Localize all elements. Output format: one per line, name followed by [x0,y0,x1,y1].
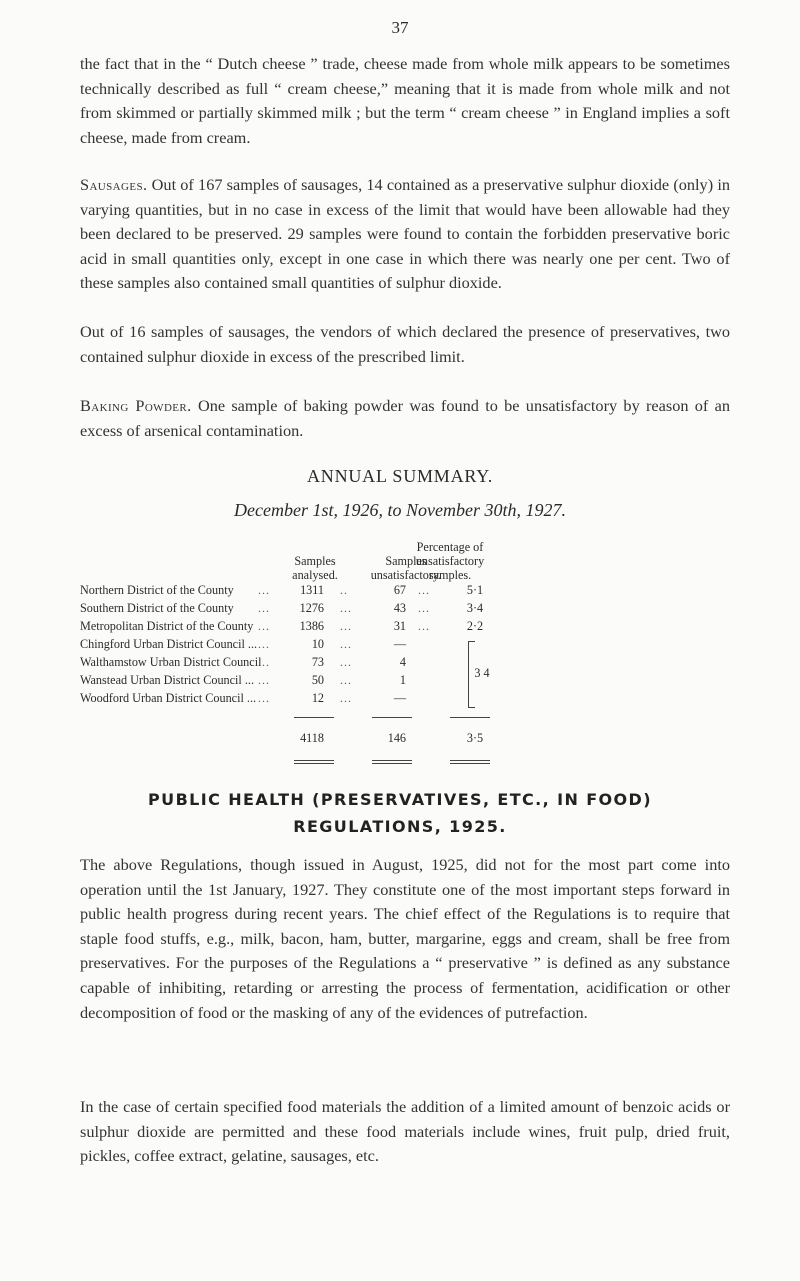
summary-period: December 1st, 1926, to November 30th, 1927. [234,500,566,520]
total-percentage: 3·5 [466,731,484,745]
leader-dots: ... [418,583,430,597]
total-rule-top [372,717,412,718]
leader-dots: ... [258,601,270,615]
leader-dots: ... [340,691,352,705]
total-rule-bottom [372,760,412,761]
leader-dots: ... [340,637,352,651]
header-analysed [270,554,360,582]
row-percentage: 5·1 [466,583,484,597]
regulations-heading-line2: REGULATIONS, 1925. [293,817,507,836]
row-district: Southern District of the County [80,601,234,615]
leader-dots: ... [258,583,270,597]
leader-dots: ... [340,655,352,669]
regulations-heading-line1: PUBLIC HEALTH (PRESERVATIVES, ETC., IN FOOD) [148,790,652,809]
total-rule-bottom [294,763,334,764]
row-percentage: 3·4 [466,601,484,615]
total-rule-top [294,717,334,718]
regulations-paragraph: The above Regulations, though issued in August, 1925, did not for the most part come into operation until the 1st January, 1927. They constitute one of the most important steps forward in public health progress during recent years. The chief effect of the Regulations is to require that staple food stuffs, e.g., milk, bacon, ham, butter, margarine, eggs and cream, shall be free from preservatives. For the purposes of the Regulations a “ preservative ” is defined as any substance capable of inhibiting, retarding or arresting the process of fermentation, acidification or other decomposition of food or the masking of any of the evidences of putrefaction. [80,855,730,1022]
leader-dots: ... [340,673,352,687]
row-district: Woodford Urban District Council ... [80,691,257,705]
row-analysed: 10 [311,637,324,651]
row-unsatisfactory: — [393,637,406,651]
row-district: Walthamstow Urban District Council [80,655,262,669]
row-unsatisfactory: 4 [399,655,406,669]
row-analysed: 1386 [299,619,324,633]
header-unsatisfactory [348,554,464,582]
regulations-specified-materials-paragraph: In the case of certain specified food materials the addition of a limited amount of benzoic acids or sulphur dioxide are permitted and these food materials include wines, fruit pulp, dried fruit, pickles, coffee extract, gelatine, sausages, etc. [80,1097,730,1166]
total-rule-top [450,717,490,718]
summary-title: ANNUAL SUMMARY. [306,466,494,486]
row-district: Northern District of the County [80,583,234,597]
total-unsatisfactory: 146 [387,731,406,745]
baking-powder-paragraph [80,394,730,443]
leader-dots: ... [418,619,430,633]
header-analysed-line2: analysed. [292,568,338,582]
header-percentage-line2: unsatisfactory [415,554,485,568]
regulations-heading [0,786,800,840]
grouped-percentage: 3 4 [474,666,490,680]
row-unsatisfactory: 67 [393,583,406,597]
total-rule-bottom [450,760,490,761]
cheese-paragraph: the fact that in the “ Dutch cheese ” trade, cheese made from whole milk appears to be sometimes technically described as full “ cream cheese,” meaning that it is made from whole milk and not from skimmed or partially skimmed milk ; but the term “ cream cheese ” in England implies a soft cheese, made from cream. [80,54,730,147]
row-analysed: 12 [311,691,324,705]
sausages-paragraph [80,173,730,296]
sausages-text: Out of 167 samples of sausages, 14 contained as a preservative sulphur dioxide (only) in varying quantities, but in no case in excess of the limit that would have been allowable had they been declared to be preserved. 29 samples were found to contain the forbidden preservative boric acid in small quantities only, except in one case in which there was nearly one per cent. Two of these samples also contained small quantities of sulphur dioxide. [80,175,730,293]
total-rule-bottom [372,763,412,764]
header-analysed-line1: Samples [294,554,336,568]
leader-dots: ... [258,637,270,651]
leader-dots: ... [258,619,270,633]
total-analysed: 4118 [300,731,324,745]
sausages-run-in-heading: Sausages. [80,175,148,194]
leader-dots: ... [340,601,352,615]
row-analysed: 1276 [299,601,324,615]
baking-powder-text: One sample of baking powder was found to be unsatisfactory by reason of an excess of arsenical contamination. [80,396,730,440]
row-district: Wanstead Urban District Council ... [80,673,255,687]
leader-dots: ... [340,619,352,633]
header-percentage-line3: samples. [428,568,472,582]
vendors-paragraph: Out of 16 samples of sausages, the vendors of which declared the presence of preservatives, two contained sulphur dioxide in excess of the prescribed limit. [80,322,730,366]
row-unsatisfactory: 1 [399,673,406,687]
leader-dots: ... [258,673,270,687]
total-rule-bottom [294,760,334,761]
row-analysed: 73 [311,655,324,669]
row-analysed: 50 [311,673,324,687]
leader-dots: ... [418,601,430,615]
row-district: Chingford Urban District Council ... [80,637,258,651]
page-number: 37 [391,18,409,37]
row-unsatisfactory: 31 [393,619,406,633]
baking-powder-run-in-heading: Baking Powder. [80,396,192,415]
leader-dots: ... [258,691,270,705]
total-rule-bottom [450,763,490,764]
row-analysed: 1311 [300,583,324,597]
leader-dots: ... [258,655,270,669]
row-unsatisfactory: — [393,691,406,705]
row-percentage: 2·2 [466,619,484,633]
leader-dots: .. [340,583,348,597]
header-unsatisfactory-line2: unsatisfactory. [370,568,442,582]
row-unsatisfactory: 43 [393,601,406,615]
header-percentage-line1: Percentage of [416,540,484,554]
header-unsatisfactory-line1: Samples [385,554,427,568]
row-district: Metropolitan District of the County [80,619,254,633]
